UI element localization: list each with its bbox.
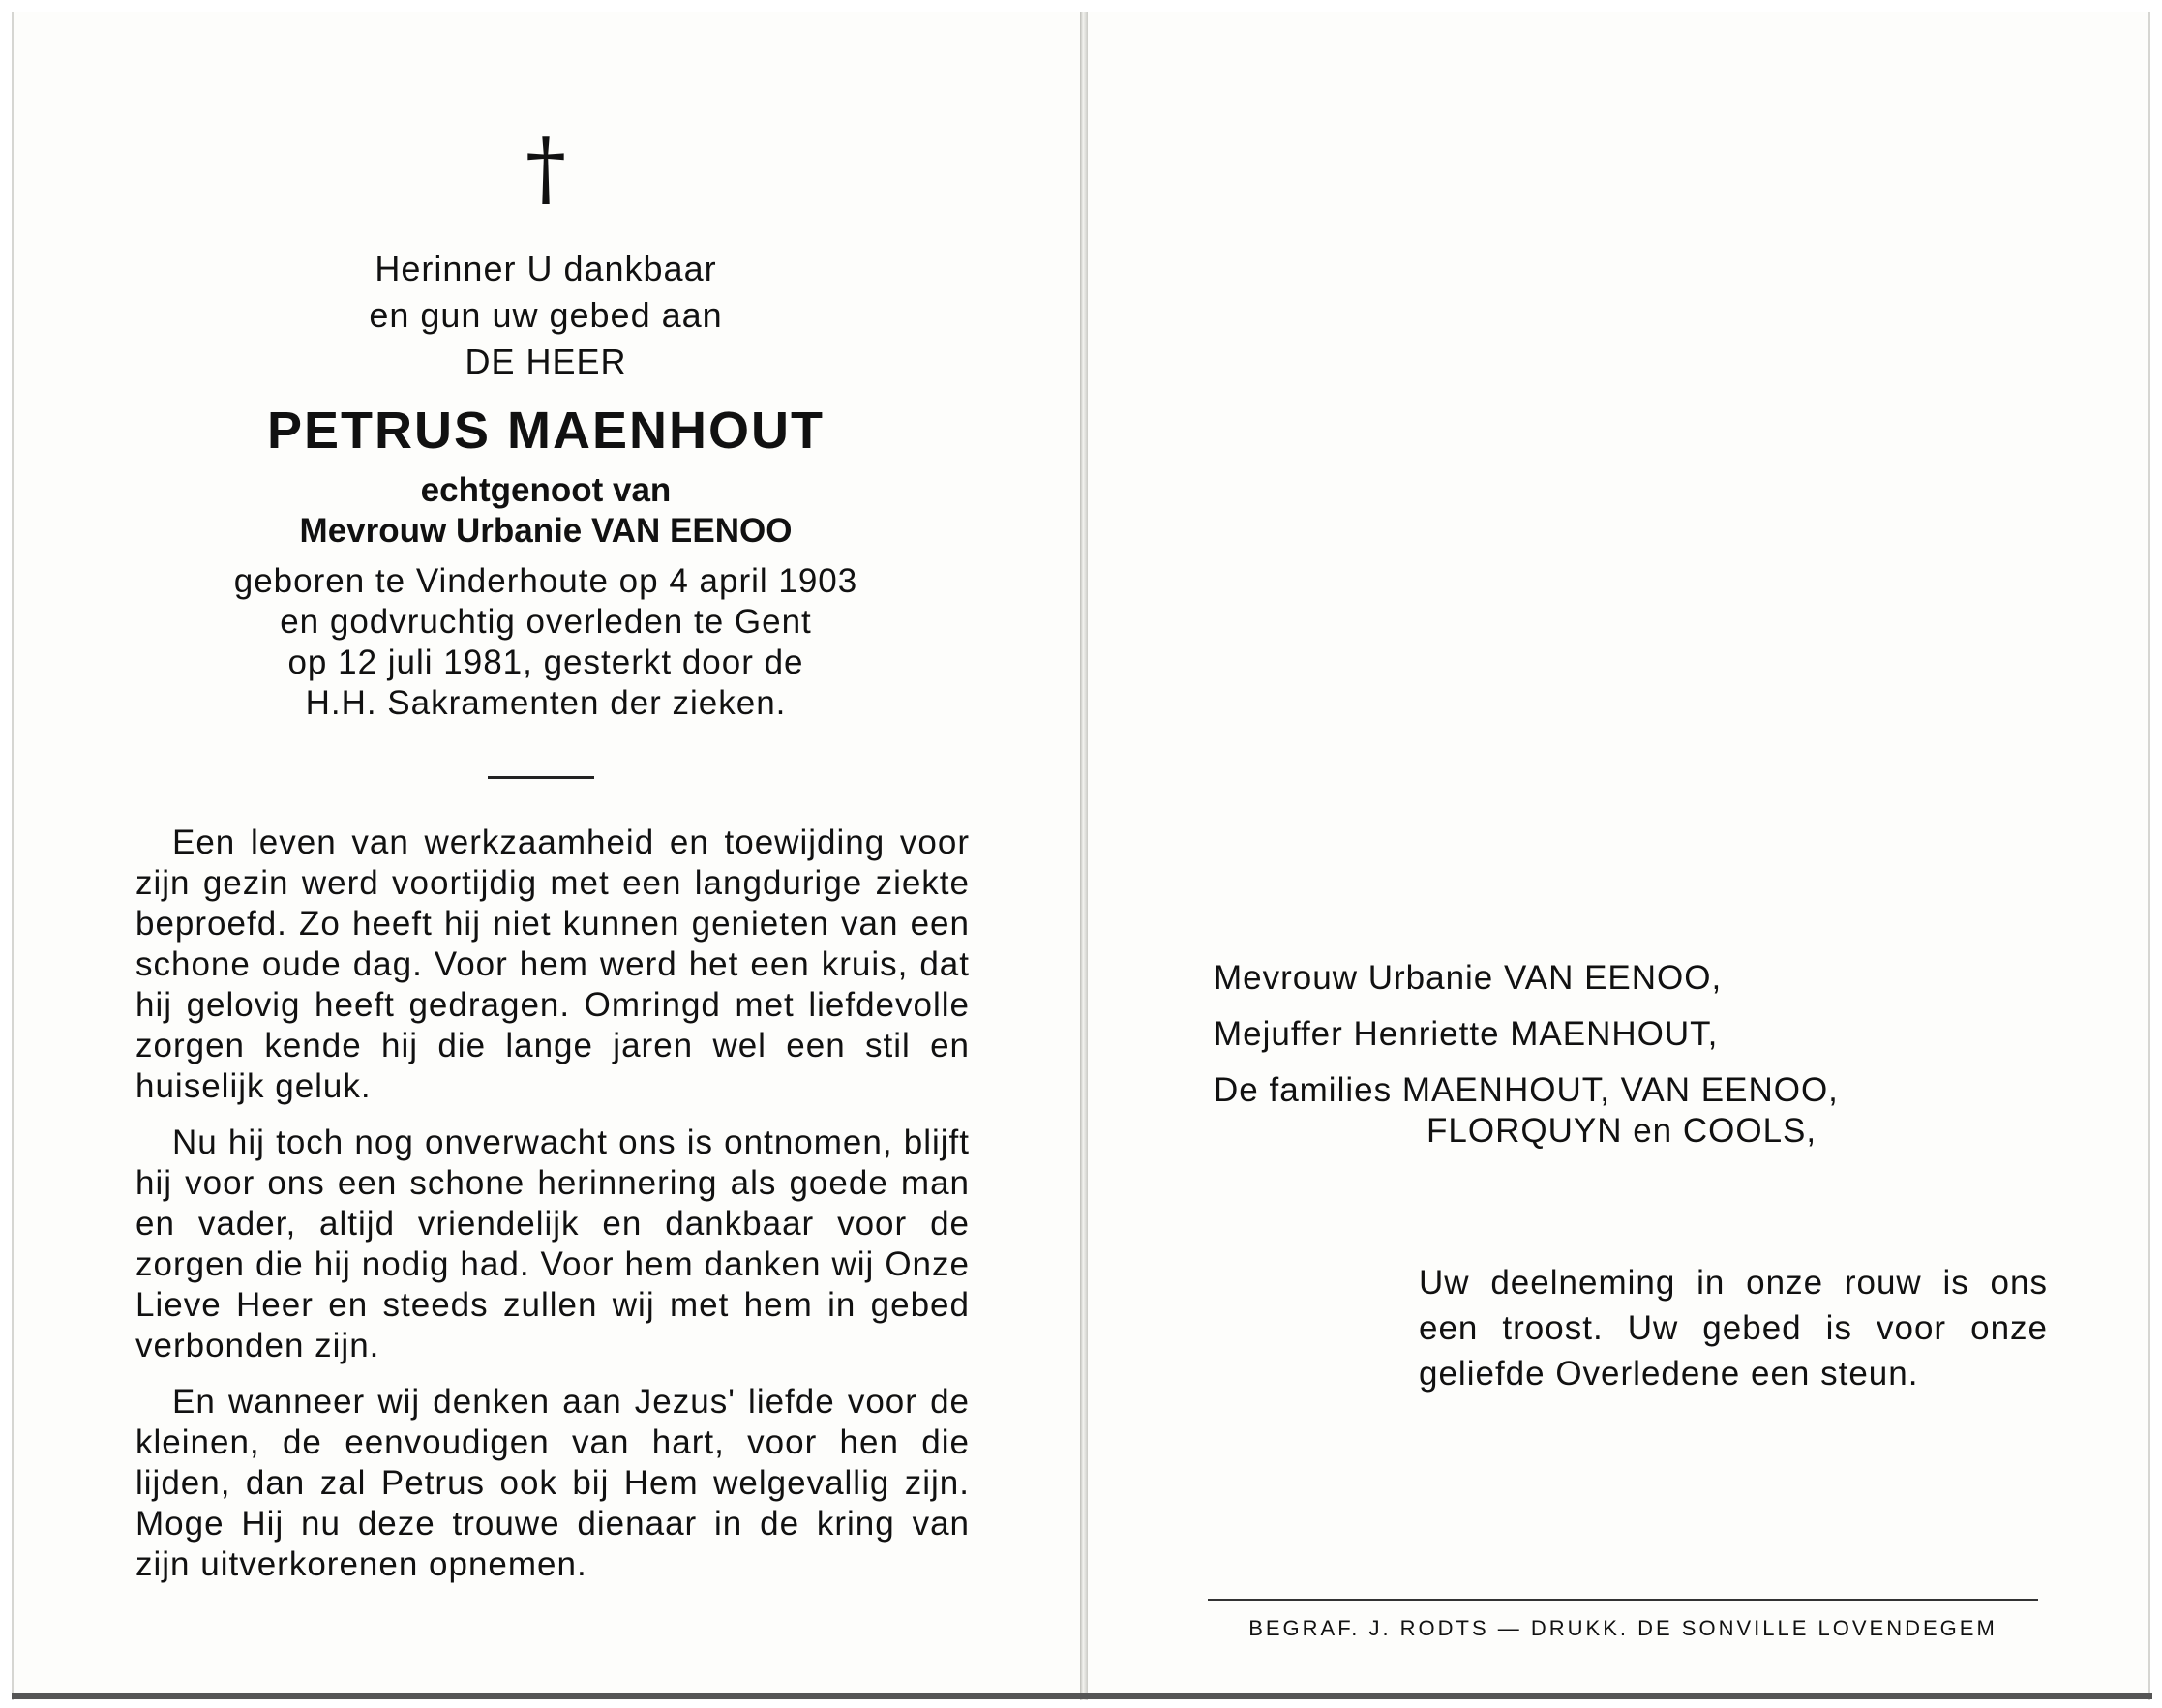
- family-line: De families MAENHOUT, VAN EENOO,: [1214, 1071, 1839, 1109]
- birth-line: geboren te Vinderhoute op 4 april 1903: [233, 562, 858, 600]
- tribute-text: [135, 823, 970, 1601]
- imprint-divider: [1208, 1599, 2038, 1601]
- family-list: [1214, 958, 1839, 1167]
- spouse-line: echtgenoot van: [420, 471, 672, 509]
- memorial-card: [12, 12, 2152, 1697]
- birth-line: op 12 juli 1981, gesterkt door de: [287, 644, 804, 681]
- family-line: Mejuffer Henriette MAENHOUT,: [1214, 1015, 1719, 1053]
- tribute-paragraph: Nu hij toch nog onverwacht ons is ontnomen, blijft hij voor ons een schone herinnering als goede man en vader, altijd vriendelijk en dankbaar voor de zorgen die hij nodig had. Voor hem danken wij Onze Lieve Heer en steeds zullen wij met hem in gebed verbonden zijn.: [135, 1124, 970, 1364]
- birth-death-info: [12, 561, 1080, 724]
- thanks-text: Uw deelneming in onze rouw is ons een troost. Uw gebed is voor onze geliefde Overledene een steun.: [1419, 1264, 2048, 1393]
- spouse-line: Mevrouw Urbanie VAN EENOO: [299, 512, 793, 550]
- birth-line: H.H. Sakramenten der zieken.: [305, 684, 787, 722]
- spouse-info: [12, 470, 1080, 552]
- divider: [488, 776, 594, 779]
- birth-line: en godvruchtig overleden te Gent: [280, 603, 812, 641]
- tribute-paragraph: Een leven van werkzaamheid en toewijding voor zijn gezin werd voortijdig met een langdurige ziekte beproefd. Zo heeft hij niet kunnen genieten van een schone oude dag. Voor hem werd het een kruis, dat hij gelovig heeft gedragen. Omringd met liefdevolle zorgen kende hij die lange jaren wel een stil en huiselijk geluk.: [135, 824, 970, 1105]
- family-line: Mevrouw Urbanie VAN EENOO,: [1214, 959, 1723, 997]
- right-panel: [1088, 12, 2150, 1700]
- intro-line: en gun uw gebed aan: [369, 295, 723, 335]
- intro-text: [12, 246, 1080, 385]
- card-fold: [1080, 12, 1088, 1700]
- card-bottom-edge: [12, 1693, 2152, 1699]
- tribute-paragraph: En wanneer wij denken aan Jezus' liefde voor de kleinen, de eenvoudigen van hart, voor hen die lijden, dan zal Petrus ook bij Hem welgevallig zijn. Moge Hij nu deze trouwe dienaar in de kring van zijn uitverkorenen opnemen.: [135, 1383, 970, 1583]
- family-line: FLORQUYN en COOLS,: [1426, 1112, 1817, 1150]
- intro-line: DE HEER: [465, 342, 627, 381]
- cross-icon: †: [525, 121, 566, 216]
- printer-imprint: BEGRAF. J. RODTS — DRUKK. DE SONVILLE LOVENDEGEM: [1248, 1616, 1997, 1640]
- deceased-name: PETRUS MAENHOUT: [266, 402, 825, 460]
- intro-line: Herinner U dankbaar: [375, 249, 717, 288]
